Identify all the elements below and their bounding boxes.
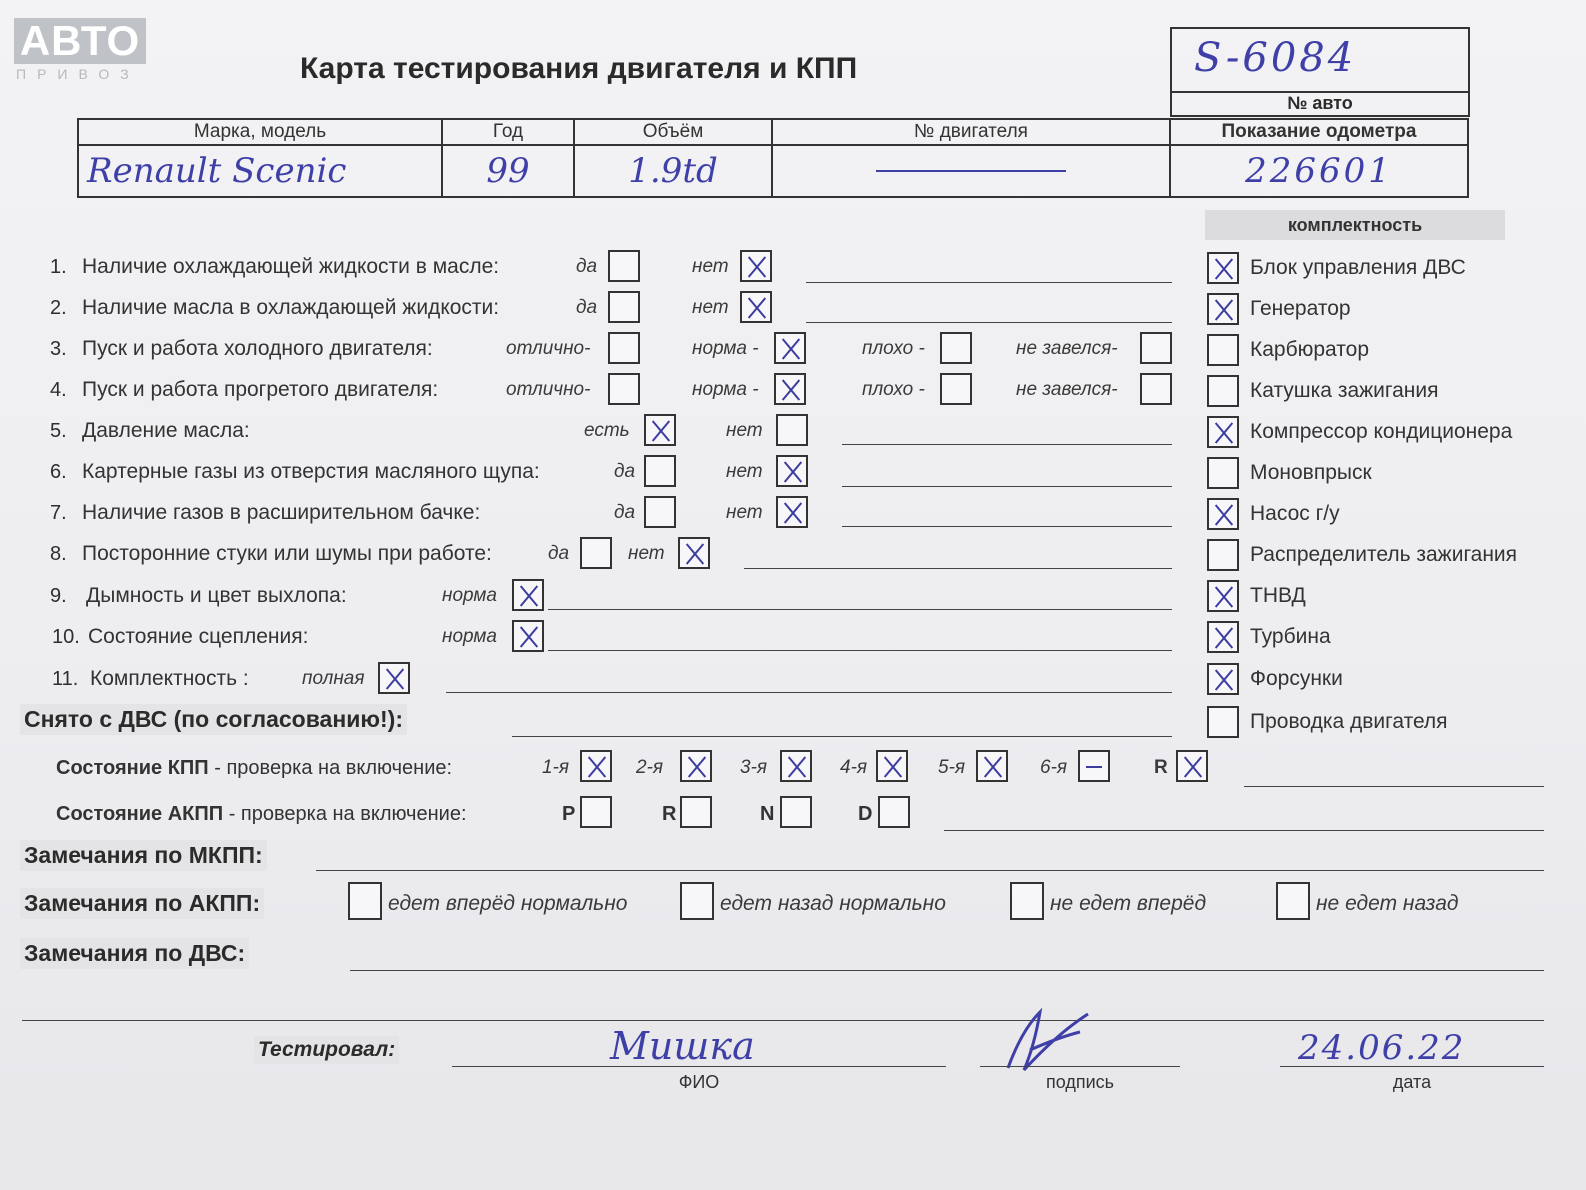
completeness-label: Карбюратор [1250, 338, 1370, 361]
answer-line [548, 609, 1172, 610]
check-number: 4. [50, 379, 67, 401]
option-label: нет [628, 543, 665, 564]
check-number: 6. [50, 461, 67, 483]
header-year: Год [442, 119, 574, 145]
gear-label: 4-я [840, 757, 868, 778]
option-checkbox[interactable] [644, 496, 676, 528]
option-label: да [576, 297, 598, 318]
option-label: да [548, 543, 570, 564]
gear-label: 6-я [1040, 757, 1068, 778]
check-label: Наличие охлаждающей жидкости в масле: [82, 255, 500, 278]
completeness-label: ТНВД [1250, 584, 1306, 607]
option-checkbox[interactable] [740, 250, 772, 282]
name-line [452, 1066, 946, 1067]
option-checkbox[interactable] [678, 537, 710, 569]
gear-checkbox[interactable] [976, 750, 1008, 782]
removed-line [512, 736, 1172, 737]
option-checkbox[interactable] [644, 414, 676, 446]
tester-name: Мишка [610, 1024, 755, 1068]
option-label: есть [584, 420, 630, 441]
option-checkbox[interactable] [608, 250, 640, 282]
completeness-label: Блок управления ДВС [1250, 256, 1466, 279]
option-label: отлично- [506, 338, 591, 359]
option-checkbox[interactable] [740, 291, 772, 323]
remarks-akpp-label: Замечания по АКПП: [20, 888, 264, 919]
check-number: 2. [50, 297, 67, 319]
gear-checkbox[interactable] [780, 750, 812, 782]
akpp-no-forward-label: не едет вперёд [1050, 892, 1207, 915]
option-checkbox[interactable] [644, 455, 676, 487]
answer-line [842, 486, 1172, 487]
gear-checkbox[interactable] [876, 750, 908, 782]
answer-line [806, 322, 1172, 323]
completeness-checkbox[interactable] [1207, 416, 1239, 448]
check-number: 7. [50, 502, 67, 524]
answer-line [842, 526, 1172, 527]
option-label: не завелся- [1016, 338, 1118, 359]
date-caption: дата [1392, 1072, 1432, 1092]
option-checkbox[interactable] [776, 414, 808, 446]
removed-from-engine-label: Снято с ДВС (по согласованию!): [20, 704, 407, 735]
header-make-model: Марка, модель [78, 119, 442, 145]
option-checkbox[interactable] [774, 373, 806, 405]
check-label: Пуск и работа прогретого двигателя: [82, 378, 439, 401]
completeness-checkbox[interactable] [1207, 375, 1239, 407]
completeness-label: Форсунки [1250, 667, 1343, 690]
answer-line [548, 650, 1172, 651]
option-label: полная [302, 668, 365, 689]
akpp-no-back-label: не едет назад [1316, 892, 1459, 915]
car-number-value: S-6084 [1194, 35, 1357, 81]
option-label: нет [726, 420, 763, 441]
gear-label: 5-я [938, 757, 966, 778]
completeness-title: комплектность [1205, 210, 1505, 240]
gear-label: 3-я [740, 757, 768, 778]
akpp-line [944, 830, 1544, 831]
gear-checkbox[interactable] [1176, 750, 1208, 782]
gear-label: R [1154, 757, 1168, 778]
option-label: да [614, 502, 636, 523]
akpp-position-label: N [760, 803, 775, 825]
completeness-checkbox[interactable] [1207, 621, 1239, 653]
kpp-line [1244, 786, 1544, 787]
value-make-model: Renault Scenic [78, 145, 442, 197]
completeness-checkbox[interactable] [1207, 663, 1239, 695]
kpp-label: Состояние КПП - проверка на включение: [56, 757, 453, 779]
check-label: Дымность и цвет выхлопа: [86, 584, 347, 607]
akpp-position-label: R [662, 803, 677, 825]
check-label: Давление масла: [82, 419, 250, 442]
akpp-checkbox-r[interactable] [680, 796, 712, 828]
completeness-checkbox[interactable] [1207, 293, 1239, 325]
value-year: 99 [442, 145, 574, 197]
gear-checkbox[interactable] [1078, 750, 1110, 782]
tested-by-label: Тестировал: [254, 1036, 399, 1064]
option-checkbox[interactable] [776, 496, 808, 528]
completeness-label: Распределитель зажигания [1250, 543, 1518, 566]
completeness-checkbox[interactable] [1207, 252, 1239, 284]
option-label: да [576, 256, 598, 277]
answer-line [446, 692, 1172, 693]
option-checkbox[interactable] [608, 332, 640, 364]
completeness-checkbox[interactable] [1207, 580, 1239, 612]
option-checkbox[interactable] [512, 620, 544, 652]
akpp-position-label: P [562, 803, 576, 825]
value-odometer: 226601 [1170, 145, 1468, 197]
completeness-checkbox[interactable] [1207, 539, 1239, 571]
remarks-extra-line [22, 1020, 1544, 1021]
car-number-box [1170, 27, 1470, 117]
option-label: плохо - [862, 338, 925, 359]
option-checkbox[interactable] [1140, 332, 1172, 364]
akpp-back-ok-label: едет назад нормально [720, 892, 946, 915]
akpp-no-forward-checkbox[interactable] [1010, 882, 1044, 920]
vehicle-info-table [77, 118, 1469, 198]
option-checkbox[interactable] [940, 373, 972, 405]
option-label: нет [692, 297, 729, 318]
completeness-label: Катушка зажигания [1250, 379, 1439, 402]
akpp-forward-ok-checkbox[interactable] [348, 882, 382, 920]
remarks-dvs-label: Замечания по ДВС: [20, 938, 249, 969]
completeness-label: Моновпрыск [1250, 461, 1372, 484]
option-label: нет [726, 502, 763, 523]
value-volume: 1.9td [574, 145, 772, 197]
option-label: отлично- [506, 379, 591, 400]
completeness-label: Проводка двигателя [1250, 710, 1448, 733]
akpp-position-label: D [858, 803, 873, 825]
option-checkbox[interactable] [940, 332, 972, 364]
remarks-dvs-line [350, 970, 1544, 971]
header-engine-number: № двигателя [772, 119, 1170, 145]
value-engine-number [772, 145, 1170, 197]
option-checkbox[interactable] [776, 455, 808, 487]
header-odometer: Показание одометра [1170, 119, 1468, 145]
akpp-forward-ok-label: едет вперёд нормально [388, 892, 628, 915]
name-caption: ФИО [678, 1072, 720, 1092]
header-volume: Объём [574, 119, 772, 145]
car-number-label: № авто [1287, 93, 1353, 113]
check-number: 3. [50, 338, 67, 360]
check-number: 8. [50, 543, 67, 565]
check-label: Пуск и работа холодного двигателя: [82, 337, 433, 360]
answer-line [806, 282, 1172, 283]
gear-label: 1-я [542, 757, 570, 778]
akpp-back-ok-checkbox[interactable] [680, 882, 714, 920]
completeness-label: Насос г/у [1250, 502, 1340, 525]
akpp-checkbox-d[interactable] [878, 796, 910, 828]
completeness-label: Компрессор кондиционера [1250, 420, 1513, 443]
akpp-checkbox-p[interactable] [580, 796, 612, 828]
logo-subtitle: ПРИВОЗ [16, 66, 140, 82]
option-checkbox[interactable] [608, 291, 640, 323]
option-checkbox[interactable] [580, 537, 612, 569]
answer-line [842, 444, 1172, 445]
completeness-checkbox[interactable] [1207, 498, 1239, 530]
check-label: Посторонние стуки или шумы при работе: [82, 542, 492, 565]
gear-label: 2-я [636, 757, 664, 778]
option-label: норма [442, 585, 497, 606]
gear-checkbox[interactable] [680, 750, 712, 782]
option-label: норма [442, 626, 497, 647]
option-label: норма - [692, 379, 759, 400]
check-number: 1. [50, 256, 67, 278]
completeness-label: Генератор [1250, 297, 1351, 320]
signature-line [980, 1066, 1180, 1067]
check-label: Наличие масла в охлаждающей жидкости: [82, 296, 500, 319]
page-title: Карта тестирования двигателя и КПП [300, 52, 858, 85]
check-label: Состояние сцепления: [88, 625, 309, 648]
avtoprivoz-logo: АВТО [14, 18, 146, 64]
option-checkbox[interactable] [774, 332, 806, 364]
date-value: 24.06.22 [1298, 1028, 1466, 1068]
check-number: 11. [52, 668, 79, 690]
akpp-checkbox-n[interactable] [780, 796, 812, 828]
option-label: плохо - [862, 379, 925, 400]
check-label: Картерные газы из отверстия масляного щупа: [82, 460, 540, 483]
option-label: да [614, 461, 636, 482]
check-number: 9. [50, 585, 67, 607]
akpp-label: Состояние АКПП - проверка на включение: [56, 803, 467, 825]
gear-checkbox[interactable] [580, 750, 612, 782]
option-label: нет [692, 256, 729, 277]
option-label: не завелся- [1016, 379, 1118, 400]
akpp-no-back-checkbox[interactable] [1276, 882, 1310, 920]
check-number: 10. [52, 626, 80, 648]
signature-caption: подпись [1045, 1072, 1115, 1092]
option-checkbox[interactable] [378, 662, 410, 694]
date-line [1280, 1066, 1544, 1067]
completeness-label: Турбина [1250, 625, 1331, 648]
check-label: Комплектность : [90, 667, 249, 690]
check-number: 5. [50, 420, 67, 442]
completeness-checkbox[interactable] [1207, 706, 1239, 738]
option-checkbox[interactable] [512, 579, 544, 611]
completeness-checkbox[interactable] [1207, 457, 1239, 489]
option-label: нет [726, 461, 763, 482]
answer-line [744, 568, 1172, 569]
option-checkbox[interactable] [608, 373, 640, 405]
option-checkbox[interactable] [1140, 373, 1172, 405]
check-label: Наличие газов в расширительном бачке: [82, 501, 481, 524]
remarks-mkpp-line [316, 870, 1544, 871]
completeness-checkbox[interactable] [1207, 334, 1239, 366]
remarks-mkpp-label: Замечания по МКПП: [20, 840, 267, 871]
option-label: норма - [692, 338, 759, 359]
